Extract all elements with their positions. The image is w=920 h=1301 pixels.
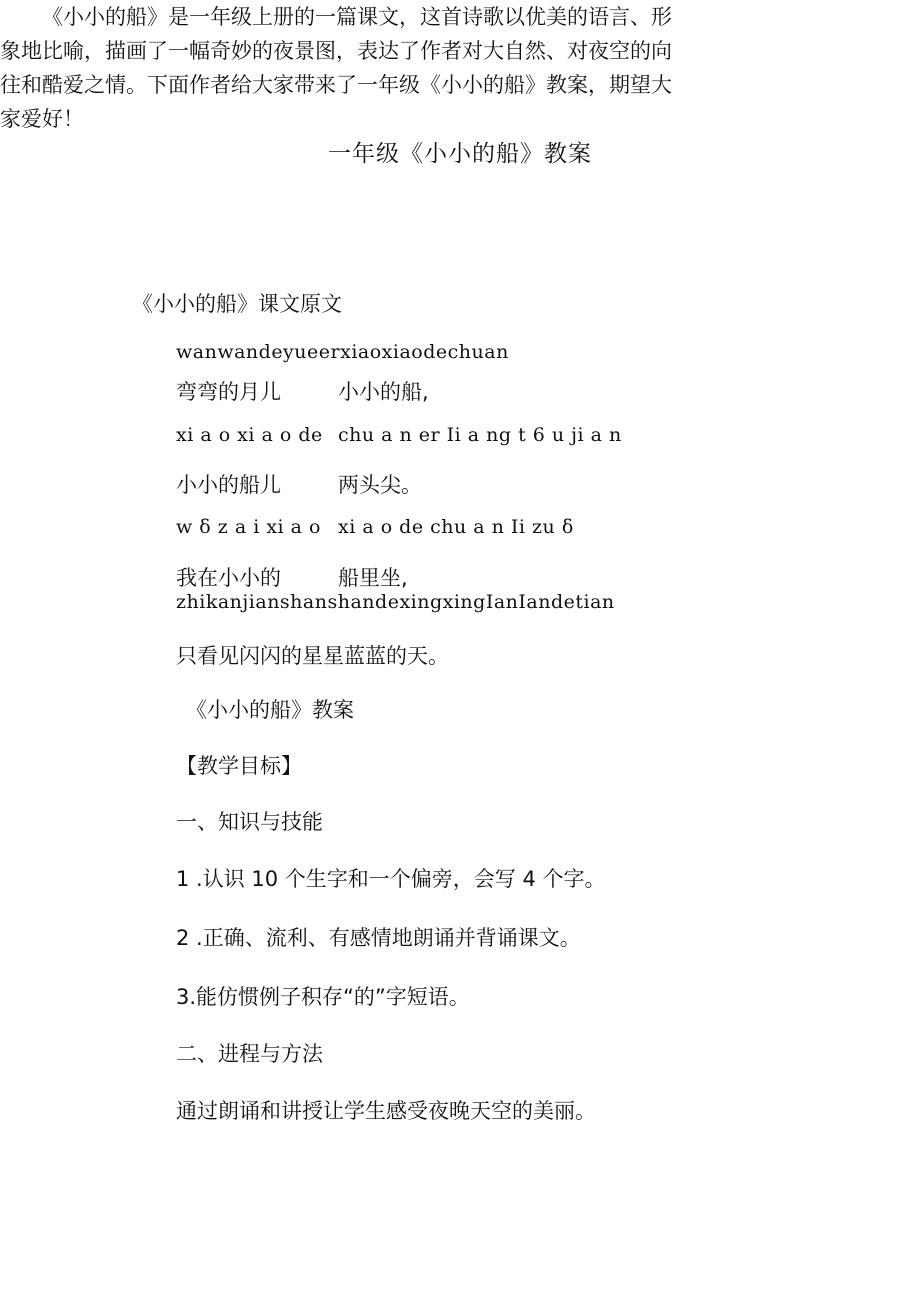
section-1-heading: 一、知识与技能 <box>176 810 323 834</box>
poem-pinyin-2-left: w δ z a i xi a o <box>176 516 321 538</box>
poem-line-1-left: 弯弯的月儿 <box>176 380 281 404</box>
poem-line-1-right: 小小的船, <box>338 380 429 404</box>
poem-line-2-left: 小小的船儿 <box>176 473 281 497</box>
poem-line-2-right: 两头尖。 <box>338 473 422 497</box>
poem-line-3-left: 我在小小的 <box>176 566 281 590</box>
intro-paragraph: 《小小的船》是一年级上册的一篇课文，这首诗歌以优美的语言、形象地比喻，描画了一幅奇妙的夜景图，表达了作者对大自然、对夜空的向往和酷爱之情。下面作者给大家带来了一年级《小小的船》教案，期望大家爱好！ <box>0 5 672 131</box>
poem-pinyin-3: zhikanjianshanshandexingxingIanIandetian <box>176 591 615 613</box>
page-title: 一年级《小小的船》教案 <box>328 141 592 167</box>
section-2-heading: 二、进程与方法 <box>176 1042 323 1066</box>
section-2-text: 通过朗诵和讲授让学生感受夜晚天空的美丽。 <box>176 1099 596 1123</box>
poem-pinyin-2-right: xi a o de chu a n Ii zu δ <box>338 516 574 538</box>
objective-item-2: 2 .正确、流利、有感情地朗诵并背诵课文。 <box>176 926 581 950</box>
objective-item-3: 3.能仿惯例子积存“的”字短语。 <box>176 985 470 1009</box>
original-text-heading: 《小小的船》课文原文 <box>132 292 342 316</box>
lesson-plan-heading: 《小小的船》教案 <box>186 698 354 722</box>
poem-pinyin-1-right: chu a n er Ii a ng t 6 u ji a n <box>338 424 622 446</box>
poem-line-3-right: 船里坐, <box>338 566 408 590</box>
objective-item-1: 1 .认识 10 个生字和一个偏旁，会写 4 个字。 <box>176 867 606 891</box>
objectives-heading: 【教学目标】 <box>176 754 302 778</box>
poem-pinyin-1-left: xi a o xi a o de <box>176 424 323 446</box>
poem-line-4: 只看见闪闪的星星蓝蓝的天。 <box>176 644 449 668</box>
poem-pinyin-line-1: wanwandeyueerxiaoxiaodechuan <box>176 341 509 363</box>
